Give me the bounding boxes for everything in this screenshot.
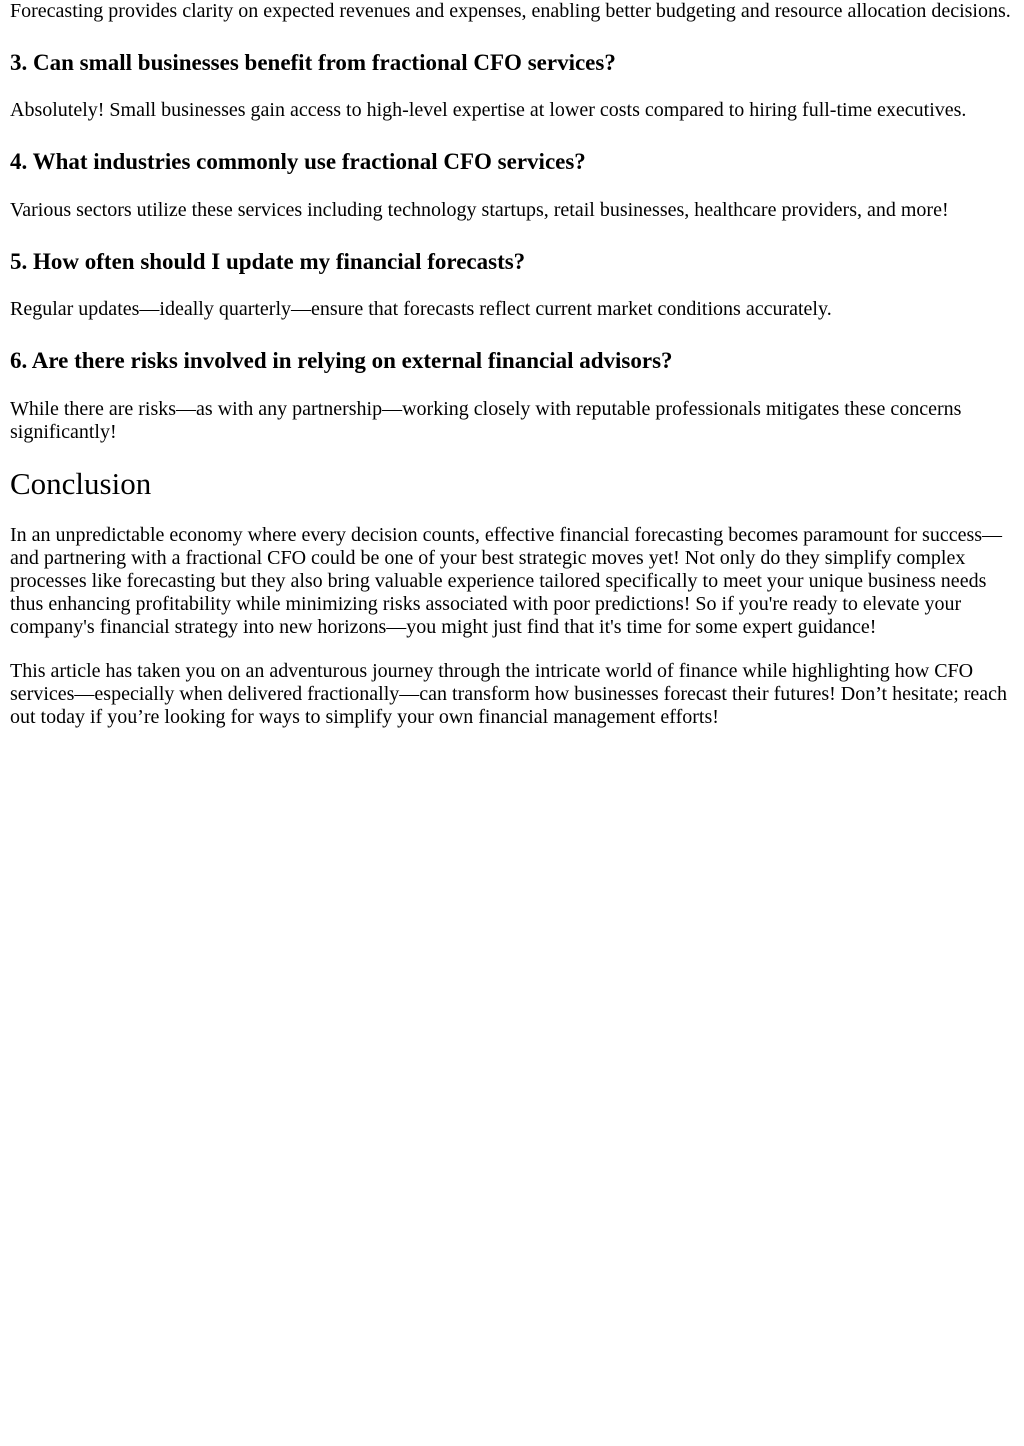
faq-answer-3: Absolutely! Small businesses gain access to high-level expertise at lower costs compared to hiring full-time executives. <box>10 99 967 121</box>
faq-answer-5: Regular updates—ideally quarterly—ensure that forecasts reflect current market conditions accurately. <box>10 298 832 320</box>
faq-answer-4: Various sectors utilize these services including technology startups, retail businesses, healthcare providers, and more! <box>10 199 949 221</box>
conclusion-paragraph-2: This article has taken you on an adventurous journey through the intricate world of finance while highlighting how CFO services—especially when delivered fractionally—can transform how businesses forecast their futures! Don’t hesitate; reach out today if you’re looking for ways to simplify your own financial management efforts! <box>10 660 1008 728</box>
faq-answer-6: While there are risks—as with any partnership—working closely with reputable professionals mitigates these concerns significantly! <box>10 398 962 443</box>
faq-answer-2: Forecasting provides clarity on expected revenues and expenses, enabling better budgeting and resource allocation decisions. <box>10 0 1011 22</box>
faq-question-5: 5. How often should I update my financial forecasts? <box>10 249 526 274</box>
conclusion-heading: Conclusion <box>10 466 152 501</box>
faq-question-6: 6. Are there risks involved in relying on external financial advisors? <box>10 348 673 373</box>
faq-question-4: 4. What industries commonly use fractional CFO services? <box>10 149 586 174</box>
conclusion-paragraph-1: In an unpredictable economy where every decision counts, effective financial forecasting becomes paramount for success—and partnering with a fractional CFO could be one of your best strategic moves yet! Not only do they simplify complex processes like forecasting but they also bring valuable experience tailored specifically to meet your unique business needs thus enhancing profitability while minimizing risks associated with poor predictions! So if you're ready to elevate your company's financial strategy into new horizons—you might just find that it's time for some expert guidance! <box>10 524 1003 638</box>
faq-question-3: 3. Can small businesses benefit from fractional CFO services? <box>10 50 616 75</box>
